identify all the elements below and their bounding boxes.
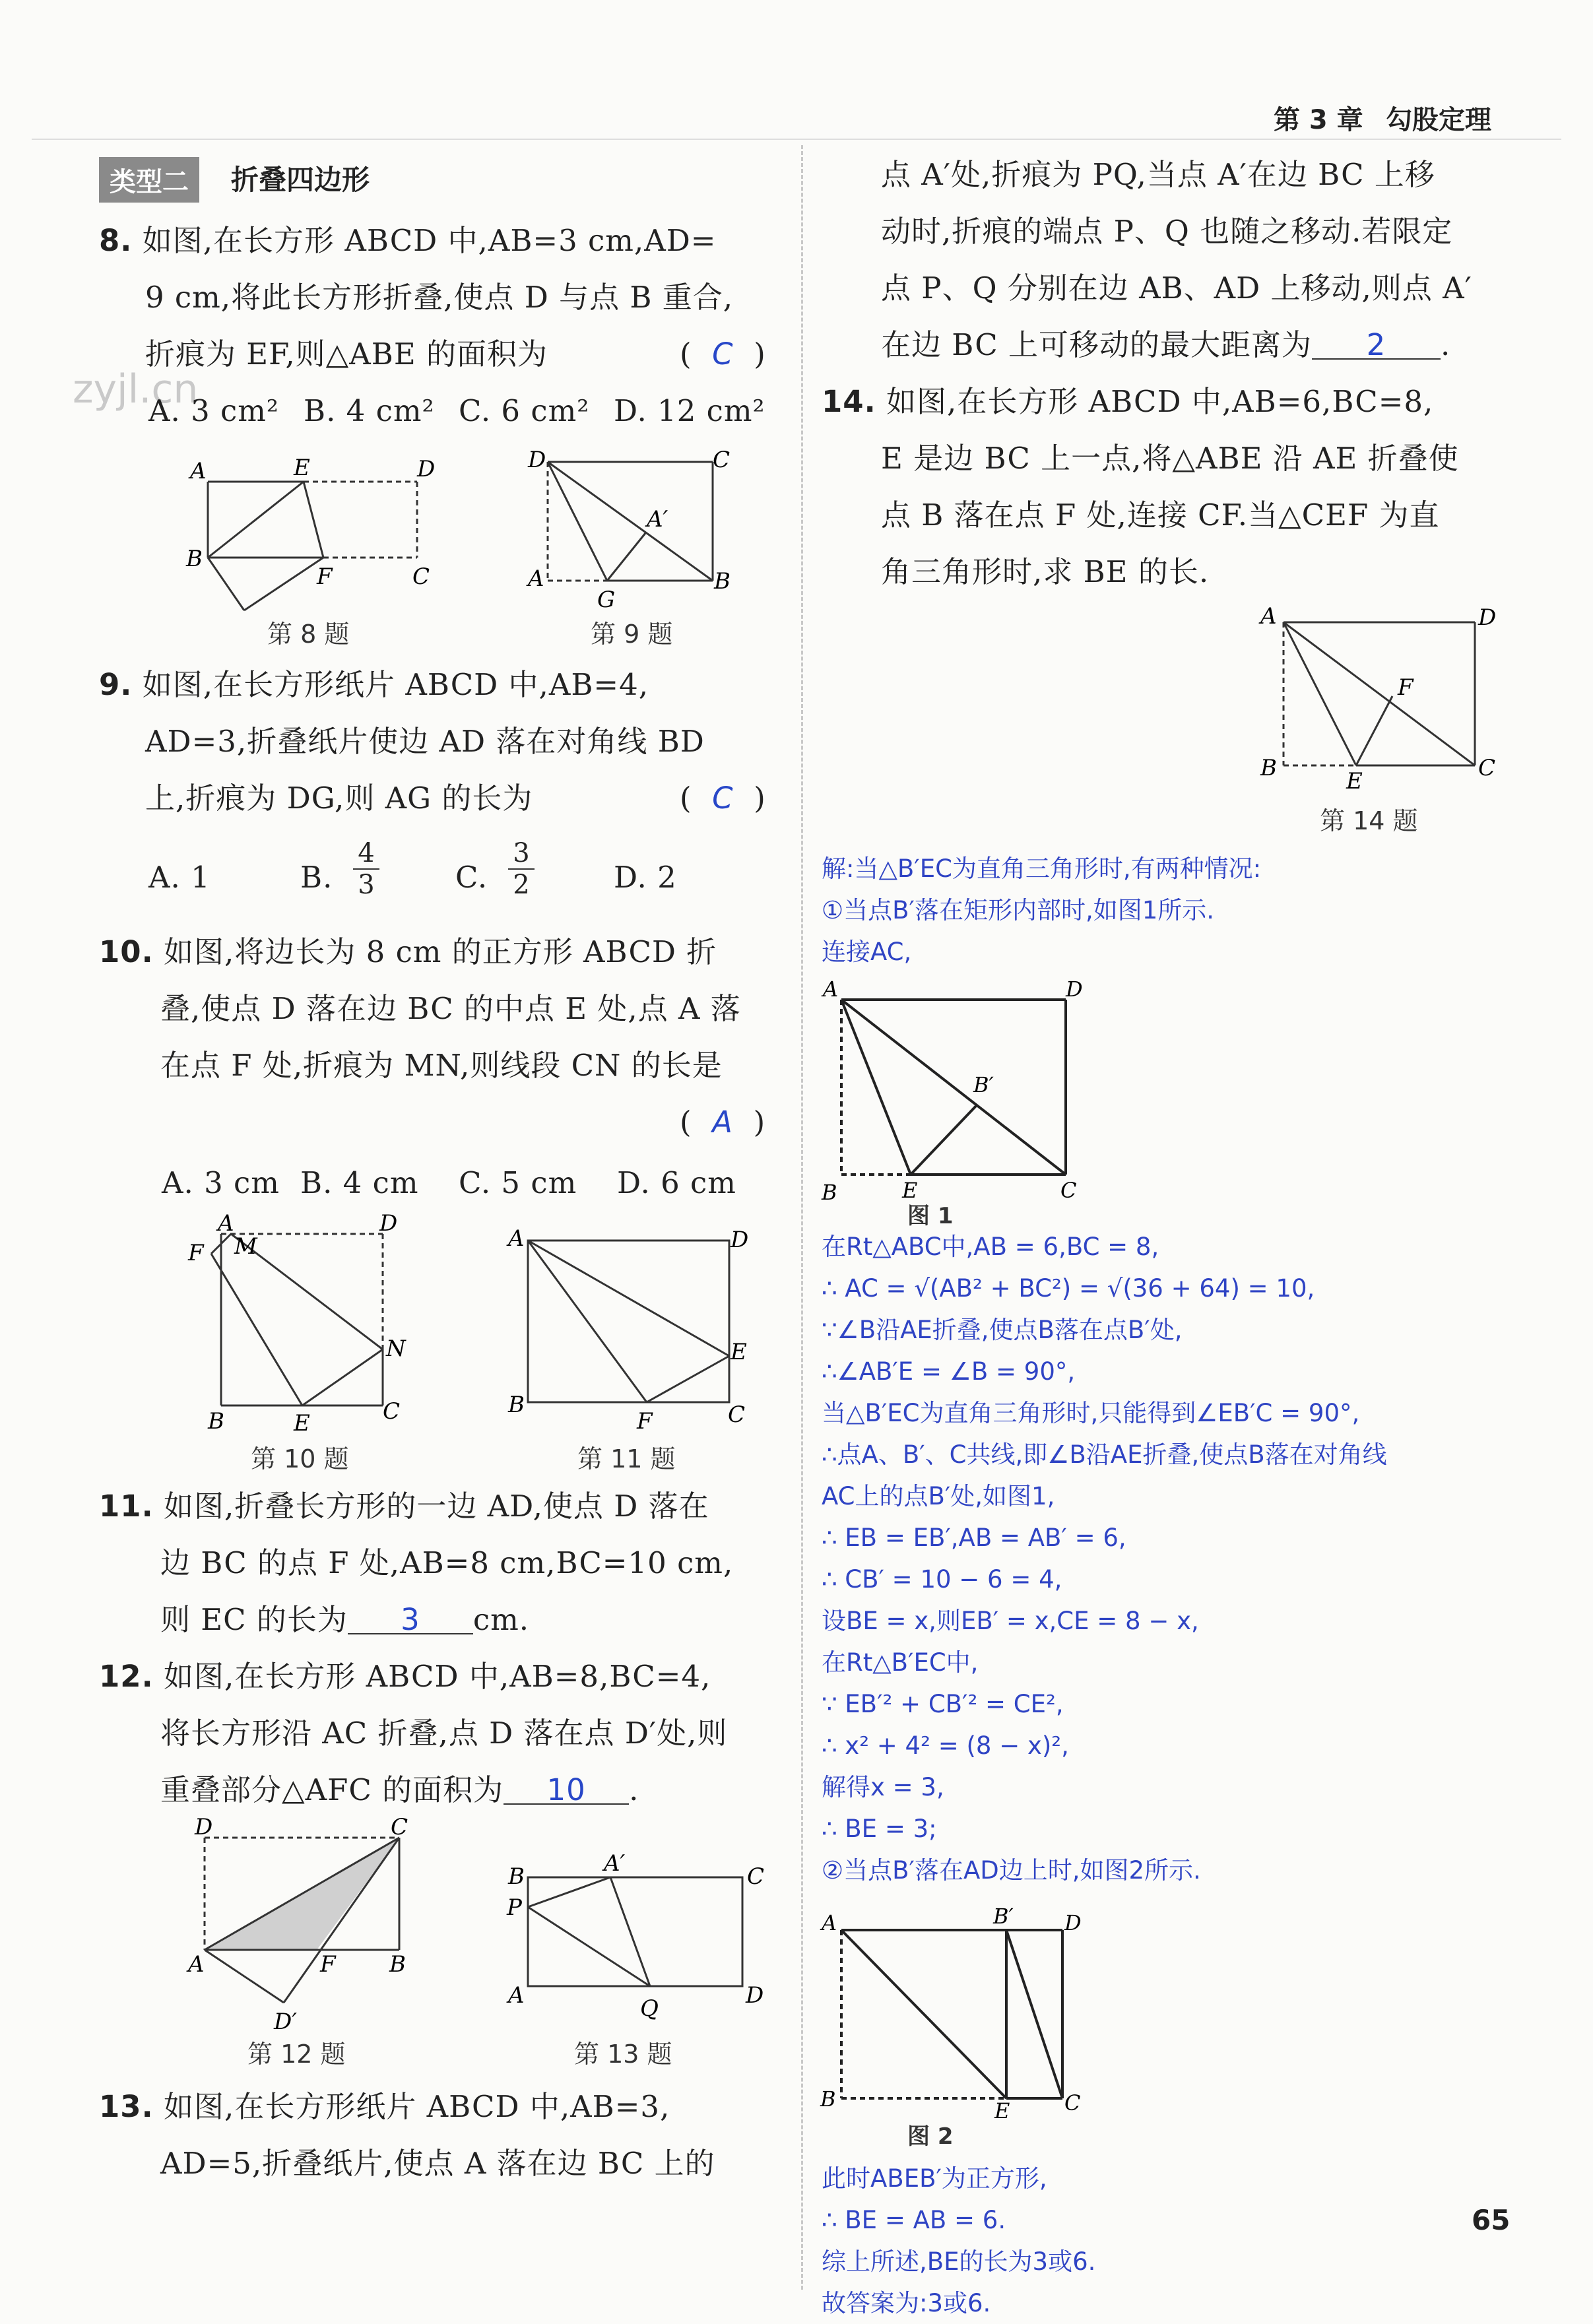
- fig9-label-b: B: [714, 568, 731, 595]
- q9-line3: 上,折痕为 DG,则 AG 的长为: [145, 781, 533, 816]
- fig12-label-f: F: [320, 1951, 336, 1978]
- fig10-diagram: [185, 1210, 429, 1438]
- q11-answer: 3: [348, 1607, 473, 1634]
- sol-fig1-label-a: A: [823, 977, 839, 1002]
- fig13-caption: 第 13 题: [574, 2040, 672, 2069]
- q9-opt-a: A. 1: [148, 860, 211, 895]
- q14-number: 14.: [822, 384, 876, 419]
- fig12-label-a: A: [188, 1951, 205, 1978]
- q9-line2: AD=3,折叠纸片使边 AD 落在对角线 BD: [145, 724, 705, 759]
- fig14-label-f: F: [1398, 674, 1414, 701]
- sol-fig2-label-c: C: [1064, 2090, 1081, 2115]
- q13-line3: 点 A′处,折痕为 PQ,当点 A′在边 BC 上移: [881, 157, 1435, 192]
- fig10-label-c: C: [383, 1398, 401, 1425]
- fig8-diagram: [178, 449, 442, 620]
- solution-line-9: ∴点A、B′、C共线,即∠B沿AE折叠,使点B落在对角线: [822, 1440, 1387, 1469]
- solution-line-17: 解得x = 3,: [822, 1773, 944, 1801]
- q9-opt-b-num: 4: [358, 838, 375, 868]
- q12-text1: 如图,在长方形 ABCD 中,AB=8,BC=4,: [164, 1659, 711, 1694]
- solution-line-20: 此时ABEB′为正方形,: [822, 2164, 1047, 2193]
- q8-answer: C: [712, 337, 734, 371]
- fig13-label-q: Q: [640, 1995, 659, 2022]
- q13-line4: 动时,折痕的端点 P、Q 也随之移动.若限定: [881, 214, 1453, 249]
- q12-tail: .: [629, 1772, 639, 1807]
- q9-opt-c-fraction: [508, 838, 535, 900]
- solution-fig1-caption: 图 1: [907, 1203, 954, 1229]
- q13-answer: 2: [1312, 332, 1441, 360]
- fig11-label-a: A: [508, 1225, 525, 1252]
- fig8-label-f: F: [317, 564, 333, 590]
- q11-number: 11.: [99, 1489, 154, 1524]
- q14-line3: 点 B 落在点 F 处,连接 CF.当△CEF 为直: [881, 498, 1440, 533]
- q8-answer-box: ( C ): [680, 337, 766, 371]
- fig14-label-a: A: [1260, 603, 1277, 629]
- q14-line4: 角三角形时,求 BE 的长.: [881, 554, 1210, 589]
- q10-line3: 在点 F 处,折痕为 MN,则线段 CN 的长是: [160, 1048, 723, 1083]
- page-number: 65: [1472, 2204, 1511, 2236]
- sol-fig1-label-c: C: [1060, 1178, 1077, 1203]
- sol-fig1-label-b: B: [822, 1180, 837, 1205]
- fig9-caption: 第 9 题: [591, 620, 673, 649]
- q12-line2: 将长方形沿 AC 折叠,点 D 落在点 D′处,则: [160, 1716, 728, 1751]
- q8-opt-b: B. 4 cm²: [304, 393, 435, 428]
- q11-line1: [99, 1478, 709, 1535]
- fig10-label-n: N: [386, 1336, 406, 1362]
- fig13-label-p: P: [507, 1894, 522, 1921]
- q11-unit: cm.: [472, 1602, 530, 1637]
- sol-fig2-label-b: B: [820, 2086, 836, 2112]
- q10-opt-d: D. 6 cm: [617, 1165, 736, 1200]
- q9-text1: 如图,在长方形纸片 ABCD 中,AB=4,: [142, 667, 649, 702]
- q8-opt-a: A. 3 cm²: [148, 393, 279, 428]
- q10-line2: 叠,使点 D 落在边 BC 的中点 E 处,点 A 落: [160, 991, 741, 1026]
- sol-fig2-label-e: E: [994, 2098, 1010, 2123]
- sol-fig1-label-d: D: [1066, 977, 1083, 1002]
- q10-opt-a: A. 3 cm: [162, 1165, 280, 1200]
- fig12-label-b: B: [389, 1951, 406, 1978]
- q12-line1: [99, 1648, 711, 1705]
- solution-line-14: 在Rt△B′EC中,: [822, 1648, 979, 1677]
- fig11-label-f: F: [637, 1408, 653, 1435]
- fig14-caption: 第 14 题: [1320, 806, 1418, 835]
- solution-fig2-diagram: [815, 1900, 1092, 2123]
- q8-number: 8.: [99, 223, 133, 258]
- q9-opt-d: D. 2: [614, 860, 677, 895]
- fig11-caption: 第 11 题: [577, 1444, 676, 1473]
- q10-answer: A: [712, 1105, 733, 1140]
- q8-line2: 9 cm,将此长方形折叠,使点 D 与点 B 重合,: [145, 280, 734, 315]
- fig10-label-m: M: [234, 1233, 257, 1260]
- fig9-label-d: D: [528, 447, 546, 473]
- solution-line-12: ∴ CB′ = 10 − 6 = 4,: [822, 1565, 1062, 1594]
- fig8-label-b: B: [186, 546, 203, 572]
- q9-opt-b-label: B.: [300, 860, 333, 895]
- fig12-label-d: D: [195, 1814, 213, 1840]
- fig12-caption: 第 12 题: [247, 2040, 346, 2069]
- solution-line-16: ∴ x² + 4² = (8 − x)²,: [822, 1731, 1069, 1760]
- sol-fig1-label-e: E: [902, 1178, 918, 1203]
- fig8-label-e: E: [294, 455, 310, 481]
- fig10-label-f: F: [188, 1240, 204, 1266]
- q9-answer-box: ( C ): [680, 781, 766, 816]
- solution-line-22: 综上所述,BE的长为3或6.: [822, 2247, 1096, 2276]
- fig11-label-d: D: [731, 1227, 749, 1253]
- q14-line1: [822, 373, 1433, 430]
- fig10-label-b: B: [208, 1408, 224, 1435]
- solution-line-15: ∵ EB′² + CB′² = CE²,: [822, 1690, 1064, 1718]
- solution-line-1: 解:当△B′EC为直角三角形时,有两种情况:: [822, 855, 1262, 883]
- fig14-label-d: D: [1478, 604, 1497, 631]
- q10-text1: 如图,将边长为 8 cm 的正方形 ABCD 折: [164, 934, 717, 969]
- fig11-label-c: C: [728, 1402, 746, 1428]
- section-title: 折叠四边形: [231, 164, 370, 196]
- q12-answer: 10: [504, 1777, 629, 1805]
- q12-line3: [160, 1762, 639, 1819]
- solution-line-8: 当△B′EC为直角三角形时,只能得到∠EB′C = 90°,: [822, 1399, 1360, 1427]
- fig11-label-b: B: [508, 1392, 525, 1418]
- fig9-diagram: [521, 442, 752, 614]
- fig13-label-d: D: [746, 1982, 764, 2009]
- q8-text1: 如图,在长方形 ABCD 中,AB=3 cm,AD=: [142, 223, 717, 258]
- header-rule: [32, 139, 1561, 140]
- fig10-label-e: E: [294, 1410, 310, 1436]
- fig10-label-d: D: [379, 1210, 398, 1237]
- solution-line-5: ∴ AC = √(AB² + BC²) = √(36 + 64) = 10,: [822, 1274, 1315, 1303]
- q8-opt-c: C. 6 cm²: [459, 393, 590, 428]
- chapter-number: 第 3 章: [1274, 105, 1363, 135]
- sol-fig2-label-bp: B′: [993, 1904, 1014, 1929]
- solution-line-10: AC上的点B′处,如图1,: [822, 1482, 1055, 1510]
- q8-line1: [99, 212, 717, 269]
- q9-answer: C: [712, 781, 734, 816]
- q9-opt-b-den: 3: [353, 868, 379, 900]
- column-divider: [801, 145, 803, 2290]
- fig14-diagram: [1247, 597, 1511, 795]
- solution-line-6: ∵∠B沿AE折叠,使点B落在点B′处,: [822, 1316, 1183, 1344]
- fig12-label-c: C: [391, 1814, 408, 1840]
- q9-number: 9.: [99, 667, 133, 702]
- fig11-diagram: [498, 1221, 762, 1438]
- section-badge: 类型二: [99, 157, 199, 203]
- fig14-label-e: E: [1346, 768, 1363, 794]
- q10-answer-box: ( A ): [680, 1105, 766, 1140]
- q10-opt-b: B. 4 cm: [300, 1165, 419, 1200]
- fig8-label-a: A: [190, 458, 207, 484]
- q10-line1: [99, 924, 717, 981]
- q13-line6: [881, 317, 1450, 373]
- fig13-label-c: C: [747, 1863, 765, 1890]
- watermark: zyjl.cn: [73, 366, 199, 412]
- chapter-title: 勾股定理: [1386, 105, 1491, 135]
- fig8-label-c: C: [412, 564, 430, 590]
- q11-text3: 则 EC 的长为: [160, 1602, 348, 1637]
- q9-opt-b-fraction: [353, 838, 379, 900]
- q11-line2: 边 BC 的点 F 处,AB=8 cm,BC=10 cm,: [160, 1545, 734, 1580]
- q12-number: 12.: [99, 1659, 154, 1694]
- fig9-label-a: A: [528, 565, 544, 592]
- fig8-caption: 第 8 题: [267, 620, 350, 649]
- fig10-caption: 第 10 题: [251, 1444, 349, 1473]
- q10-opt-c: C. 5 cm: [459, 1165, 577, 1200]
- q13-text1: 如图,在长方形纸片 ABCD 中,AB=3,: [164, 2089, 670, 2124]
- sol-fig2-label-d: D: [1064, 1910, 1082, 1935]
- fig13-label-b: B: [508, 1863, 525, 1890]
- solution-fig2-caption: 图 2: [907, 2123, 954, 2150]
- solution-line-19: ②当点B′落在AD边上时,如图2所示.: [822, 1856, 1201, 1885]
- q9-opt-c-den: 2: [508, 868, 535, 900]
- sol-fig2-label-a: A: [822, 1910, 837, 1935]
- q14-text1: 如图,在长方形 ABCD 中,AB=6,BC=8,: [886, 384, 1434, 419]
- q9-opt-c-label: C.: [455, 860, 488, 895]
- fig9-label-ap: A′: [647, 506, 668, 533]
- q9-line1: [99, 657, 649, 713]
- solution-line-13: 设BE = x,则EB′ = x,CE = 8 − x,: [822, 1607, 1199, 1635]
- fig11-label-e: E: [731, 1339, 747, 1365]
- q11-text1: 如图,折叠长方形的一边 AD,使点 D 落在: [164, 1489, 709, 1524]
- solution-line-2: ①当点B′落在矩形内部时,如图1所示.: [822, 896, 1215, 924]
- solution-line-11: ∴ EB = EB′,AB = AB′ = 6,: [822, 1524, 1126, 1552]
- solution-line-4: 在Rt△ABC中,AB = 6,BC = 8,: [822, 1233, 1159, 1261]
- q13-tail: .: [1440, 327, 1451, 362]
- fig13-label-ap: A′: [604, 1850, 626, 1877]
- fig9-label-g: G: [597, 587, 616, 613]
- q13-number: 13.: [99, 2089, 154, 2124]
- solution-line-18: ∴ BE = 3;: [822, 1815, 937, 1843]
- q12-text3: 重叠部分△AFC 的面积为: [160, 1772, 504, 1807]
- q8-opt-d: D. 12 cm²: [614, 393, 765, 428]
- q14-line2: E 是边 BC 上一点,将△ABE 沿 AE 折叠使: [881, 441, 1459, 476]
- fig13-label-a: A: [508, 1982, 525, 2009]
- fig14-label-b: B: [1260, 755, 1277, 781]
- q13-text6: 在边 BC 上可移动的最大距离为: [881, 327, 1312, 362]
- fig13-diagram: [495, 1841, 765, 2032]
- solution-line-3: 连接AC,: [822, 938, 912, 966]
- fig14-label-c: C: [1478, 755, 1496, 781]
- q9-opt-c-num: 3: [513, 838, 530, 868]
- solution-line-7: ∴∠AB′E = ∠B = 90°,: [822, 1357, 1076, 1386]
- fig8-label-d: D: [417, 456, 436, 482]
- sol-fig1-label-bp: B′: [973, 1072, 994, 1097]
- solution-fig1-diagram: [815, 977, 1092, 1214]
- fig12-label-dp: D′: [274, 2009, 297, 2035]
- fig12-diagram: [178, 1814, 429, 2035]
- fig9-label-c: C: [713, 447, 731, 473]
- q11-line3: [160, 1592, 529, 1648]
- q13-line1: [99, 2079, 670, 2135]
- q10-number: 10.: [99, 934, 154, 969]
- solution-line-23: 故答案为:3或6.: [822, 2289, 991, 2317]
- q13-line5: 点 P、Q 分别在边 AB、AD 上移动,则点 A′: [881, 271, 1472, 306]
- fig10-label-a: A: [218, 1210, 234, 1237]
- q13-line2: AD=5,折叠纸片,使点 A 落在边 BC 上的: [160, 2146, 715, 2181]
- q8-line3: 折痕为 EF,则△ABE 的面积为: [145, 337, 548, 371]
- solution-line-21: ∴ BE = AB = 6.: [822, 2206, 1006, 2234]
